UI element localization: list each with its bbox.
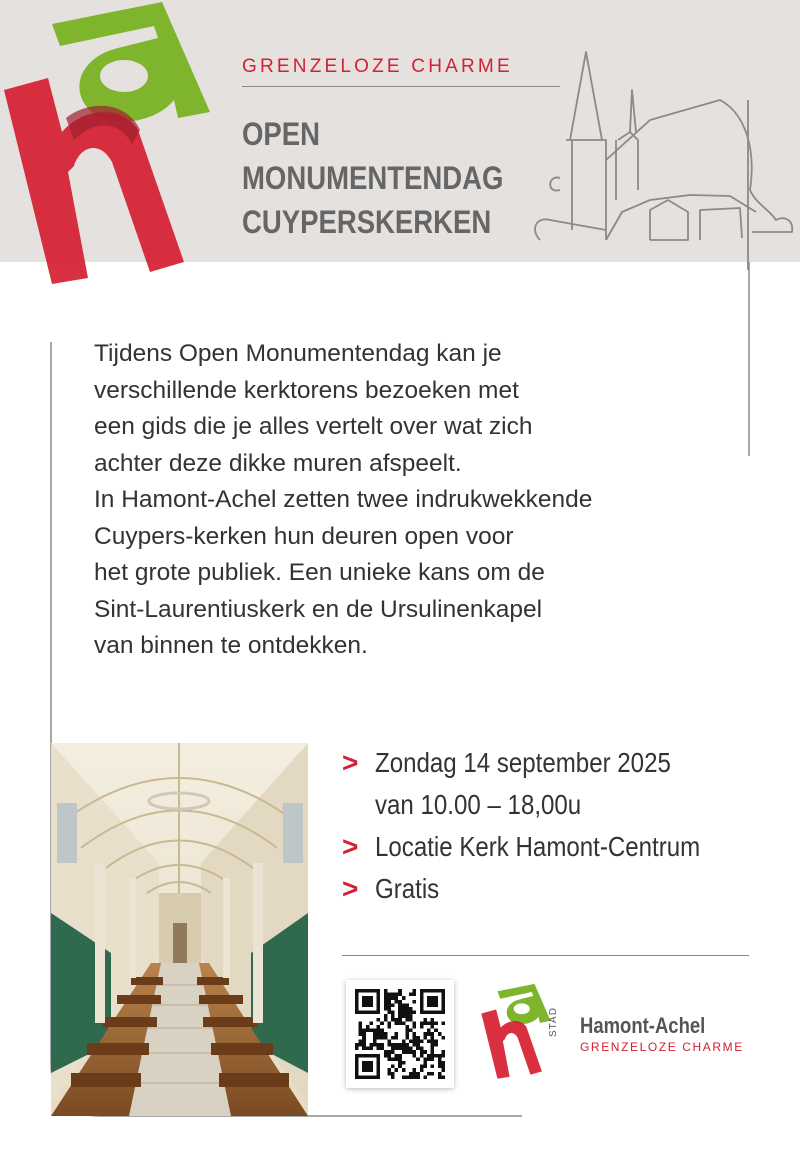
page-title [242,112,503,244]
info-divider [342,955,749,956]
event-time: van 10.00 – 18,00u [375,789,582,820]
intro-line: achter deze dikke muren afspeelt. [94,449,462,477]
chevron-right-icon: > [342,831,359,862]
church-interior-photo [51,743,308,1116]
title-line: CUYPERSKERKEN [242,204,492,240]
title-line: OPEN [242,116,320,152]
city-name: Hamont-Achel [580,1013,706,1038]
intro-line: een gids die je alles vertelt over wat zich [94,413,533,440]
hamont-achel-logo-icon [0,0,220,290]
intro-line: het grote publiek. Een unieke kans om de [94,559,545,586]
intro-line: van binnen te ontdekken. [94,632,368,659]
title-line: MONUMENTENDAG [242,160,504,196]
intro-text [94,336,754,665]
event-location-item [342,826,762,868]
intro-line: In Hamont-Achel zetten twee indrukwekkende [94,486,593,513]
chevron-right-icon: > [342,747,359,778]
qr-code-icon [355,989,445,1079]
event-date: Zondag 14 september 2025 [375,747,671,778]
stad-label: STAD [548,1007,559,1037]
event-price: Gratis [375,873,440,904]
event-location: Locatie Kerk Hamont-Centrum [375,831,701,862]
intro-line: Cuypers-kerken hun deuren open voor [94,522,514,550]
qr-modules [355,989,445,1079]
church-illustration-icon [520,40,800,270]
intro-line: Sint-Laurentiuskerk en de Ursulinenkapel [94,595,543,623]
intro-line: Tijdens Open Monumentendag kan je [94,340,502,367]
brand-tagline: GRENZELOZE CHARME [242,56,513,77]
chevron-right-icon: > [342,873,359,904]
qr-code[interactable] [346,980,454,1088]
city-tagline: GRENZELOZE CHARME [580,1040,744,1054]
intro-line: verschillende kerktorens bezoeken met [94,376,519,404]
event-date-item [342,742,762,826]
event-info-list [342,742,762,910]
event-price-item [342,868,762,910]
hamont-achel-logo-small-icon [480,982,554,1082]
brand-divider [242,86,560,87]
